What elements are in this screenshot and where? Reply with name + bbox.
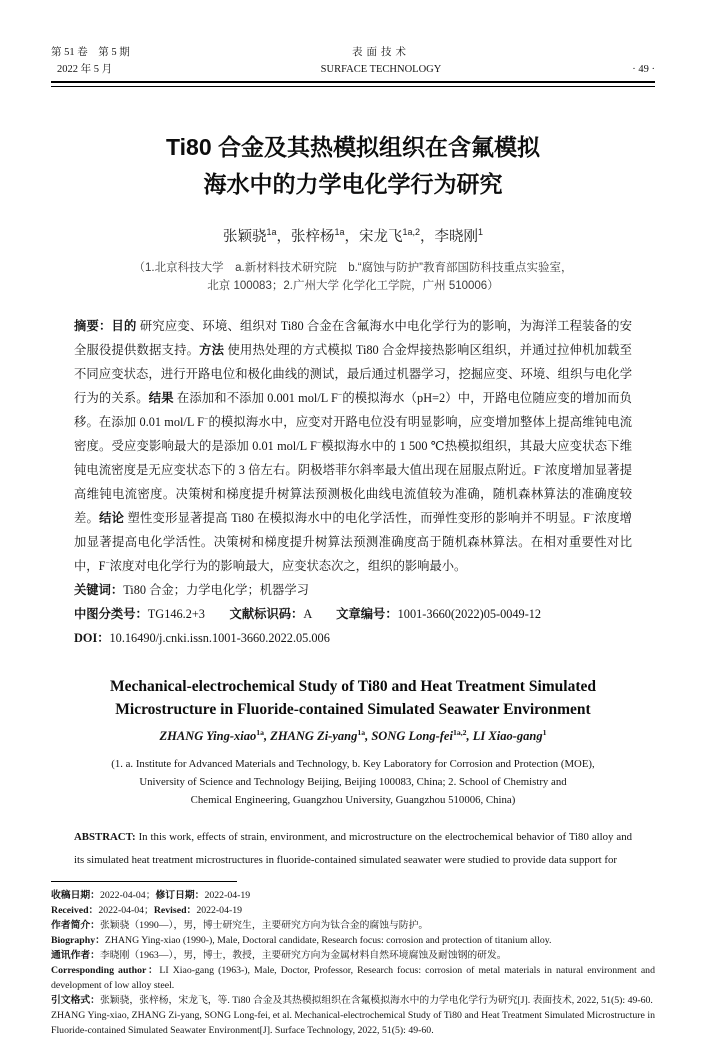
affiliation-cn-line1: （1.北京科技大学 a.新材料技术研究院 b.“腐蚀与防护”教育部国防科技重点实验室， — [133, 262, 573, 274]
header-rule — [51, 81, 655, 87]
issue-info — [51, 44, 130, 78]
affiliation-en-line3: Chemical Engineering, Guangzhou University, Guangzhou 510006, China) — [190, 794, 516, 806]
footer-received-cn: 收稿日期：2022-04-04；修订日期：2022-04-19 — [51, 890, 251, 901]
article-title-en-line1: Mechanical-electrochemical Study of Ti80 and Heat Treatment Simulated — [109, 678, 597, 695]
issue-date: 2022 年 5 月 — [57, 64, 113, 75]
keywords-cn: 关键词：Ti80 合金；力学电化学；机器学习 — [74, 583, 309, 597]
article-title-en — [51, 675, 655, 721]
authors-cn: 张颖骁$^{1a}$，张梓杨$^{1a}$，宋龙飞$^{1a,2}$，李晓刚$^1$ — [223, 227, 483, 245]
abstract-en: ABSTRACT: In this work, effects of strain, environment, and microstructure on the electrochemical behavior of Ti80 alloy and its simulated heat treatment microstructures in fluoride-contained simulated seawater were studied to provide data support for — [74, 831, 632, 866]
affiliation-en — [51, 755, 655, 809]
page-footer — [51, 888, 655, 1038]
article-title-cn — [51, 129, 655, 203]
affiliation-cn-line2: 北京 100083；2.广州大学 化学化工学院，广州 510006） — [207, 280, 499, 292]
abstract-cn: 摘要：目的 研究应变、环境、组织对 Ti80 合金在含氟海水中电化学行为的影响，为海洋工程装备的安全服役提供数据支持。方法 使用热处理的方式模拟 Ti80 合金焊接热影响区组织，并通过拉伸机加载至不同应变状态，进行开路电位和极化曲线的测试，最后通过机器学习，挖掘应变、环境、组织与电化学行为的关系。结果 在添加和不添加 0.001 mol/L F−的模拟海水（pH=2）中，开路电位随应变的增加而负移。在添加 0.01 mol/L F−的模拟海水中，应变对开路电位没有明显影响，应变增加整体上提高维钝电流密度。受应变影响最大的是添加 0.01 mol/L F−模拟海水中的 1 500 ℃热模拟组织，其最大应变状态下维钝电流密度是无应变状态下的 3 倍左右。阴极塔菲尔斜率最大值出现在屈服点附近。F−浓度增加显著提高维钝电流密度。决策树和梯度提升树算法预测极化曲线电流值较为准确，随机森林算法的准确度较差。结论 塑性变形显著提高 Ti80 在模拟海水中的电化学活性，而弹性变形的影响并不明显。F−浓度增加显著提高电化学活性。决策树和梯度提升树算法预测准确度高于随机森林算法。在相对重要性对比中，F−浓度对电化学行为的影响最大，应变状态次之，组织的影响最小。 — [74, 319, 633, 573]
journal-name-en: SURFACE TECHNOLOGY — [320, 64, 442, 75]
affiliation-cn — [51, 259, 655, 295]
footer-biography-cn: 作者简介：张颖骁（1990—），男，博士研究生，主要研究方向为钛合金的腐蚀与防护。 — [51, 920, 429, 931]
footer-biography-en: Biography：ZHANG Ying-xiao (1990-), Male, Doctoral candidate, Research focus: corrosion and protection of titanium alloy. — [51, 935, 552, 946]
clc-line: 中图分类号：TG146.2+3 文献标识码：A 文章编号：1001-3660(2022)05-0049-12 — [74, 607, 542, 621]
page-header — [51, 44, 655, 78]
volume-issue: 第 51 卷 第 5 期 — [51, 47, 130, 58]
article-title-en-line2: Microstructure in Fluoride-contained Simulated Seawater Environment — [115, 701, 591, 718]
footer-citation-cn: 引文格式：张颖骁，张梓杨，宋龙飞，等. Ti80 合金及其热模拟组织在含氟模拟海水中的力学电化学行为研究[J]. 表面技术, 2022, 51(5): 49-60. — [51, 995, 653, 1006]
footer-corresponding-en: Corresponding author：LI Xiao-gang (1963-), Male, Doctor, Professor, Research focus: corrosion of metal materials in natural environment and development of low alloy steel. — [51, 965, 655, 991]
footnote-rule — [51, 881, 237, 882]
doi-line: DOI：10.16490/j.cnki.issn.1001-3660.2022.05.006 — [74, 631, 330, 645]
authors-en: ZHANG Ying-xiao$^{1a}$, ZHANG Zi-yang$^{1a}$, SONG Long-fei$^{1a,2}$, LI Xiao-gang$^1$ — [159, 727, 547, 743]
journal-name — [321, 44, 442, 78]
affiliation-en-line1: (1. a. Institute for Advanced Materials and Technology, b. Key Laboratory for Corrosion and Protection (MOE), — [111, 758, 595, 770]
footer-corresponding-cn: 通讯作者：李晓刚（1963—），男，博士，教授，主要研究方向为金属材料自然环境腐蚀及耐蚀钢的研发。 — [51, 950, 507, 961]
page-number: · 49 · — [632, 64, 655, 75]
footer-received-en: Received：2022-04-04；Revised：2022-04-19 — [51, 905, 243, 916]
article-title-cn-line2: 海水中的力学电化学行为研究 — [203, 171, 503, 197]
article-title-cn-line1: Ti80 合金及其热模拟组织在含氟模拟 — [166, 134, 540, 160]
journal-name-cn: 表面技术 — [351, 47, 410, 58]
affiliation-en-line2: University of Science and Technology Beijing, Beijing 100083, China; 2. School of Chemistry and — [139, 776, 567, 788]
footer-citation-en: ZHANG Ying-xiao, ZHANG Zi-yang, SONG Long-fei, et al. Mechanical-electrochemical Study of Ti80 and Heat Treatment Simulated Microstructure in Fluoride-contained Simulated Seawater Environment[J]. Surface Technology, 2022, 51(5): 49-60. — [51, 1010, 655, 1036]
